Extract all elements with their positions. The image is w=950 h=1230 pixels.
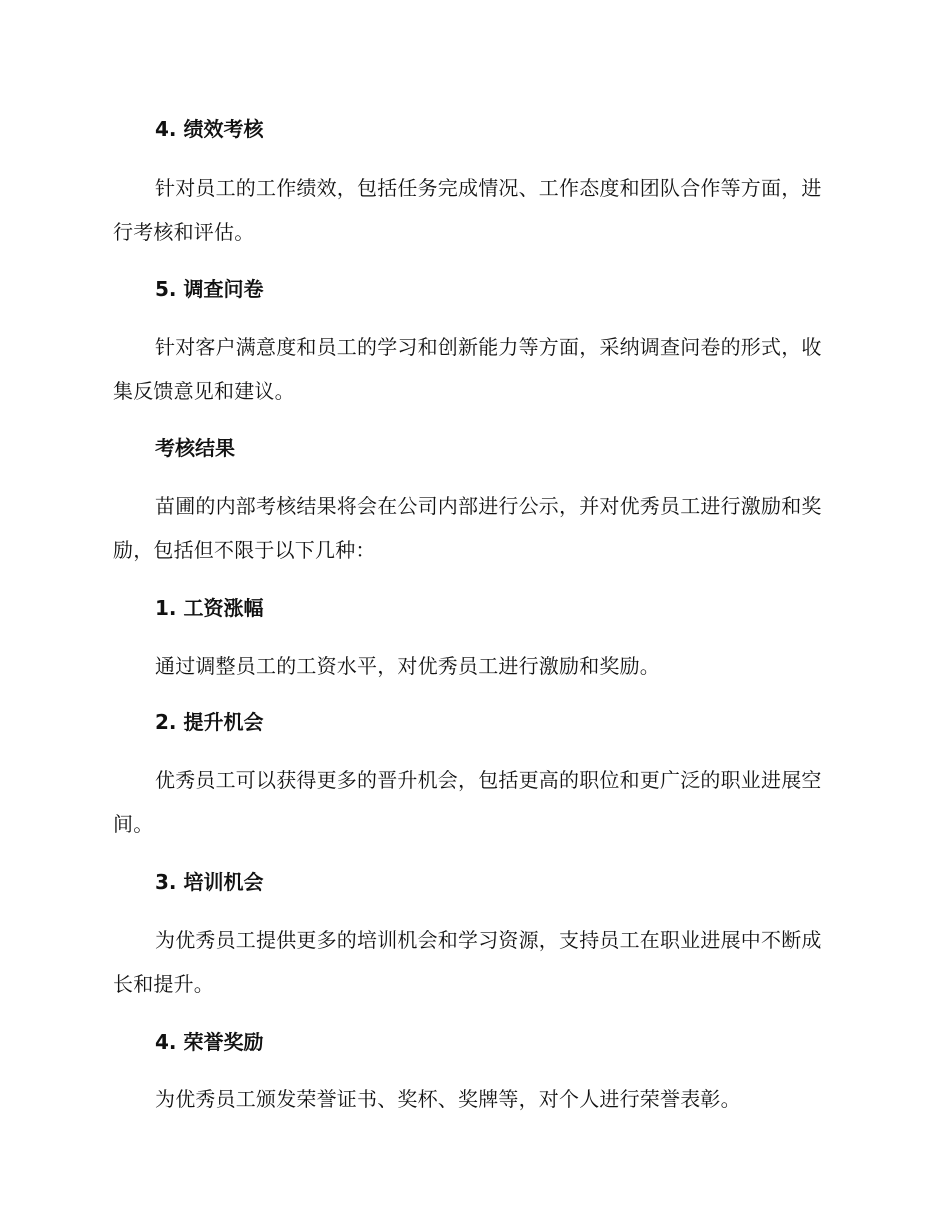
section-heading-results: 考核结果 bbox=[155, 436, 235, 460]
section-heading-training: 3. 培训机会 bbox=[155, 870, 264, 894]
section-paragraph-honor-award: 为优秀员工颁发荣誉证书、奖杯、奖牌等，对个人进行荣誉表彰。 bbox=[155, 1087, 741, 1111]
section-paragraph-promotion: 优秀员工可以获得更多的晋升机会，包括更高的职位和更广泛的职业进展空间。 bbox=[113, 768, 822, 836]
section-paragraph-survey: 针对客户满意度和员工的学习和创新能力等方面，采纳调查问卷的形式，收集反馈意见和建议。 bbox=[113, 335, 822, 403]
section-heading-honor-award: 4. 荣誉奖励 bbox=[155, 1030, 264, 1054]
section-heading-promotion: 2. 提升机会 bbox=[155, 710, 264, 734]
section-heading-performance-review: 4. 绩效考核 bbox=[155, 117, 264, 141]
section-paragraph-performance-review: 针对员工的工作绩效，包括任务完成情况、工作态度和团队合作等方面，进行考核和评估。 bbox=[113, 176, 822, 244]
section-heading-salary-increase: 1. 工资涨幅 bbox=[155, 596, 264, 620]
section-paragraph-training: 为优秀员工提供更多的培训机会和学习资源，支持员工在职业进展中不断成长和提升。 bbox=[113, 928, 822, 996]
section-paragraph-results: 苗圃的内部考核结果将会在公司内部进行公示，并对优秀员工进行激励和奖励，包括但不限于以下几种： bbox=[113, 494, 822, 562]
section-paragraph-salary-increase: 通过调整员工的工资水平，对优秀员工进行激励和奖励。 bbox=[155, 654, 660, 678]
section-heading-survey: 5. 调查问卷 bbox=[155, 277, 264, 301]
